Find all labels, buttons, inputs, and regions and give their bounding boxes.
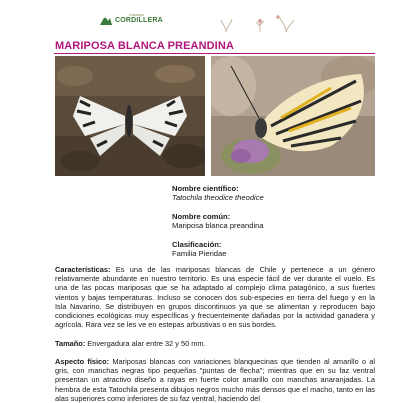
physical-text: Mariposas blancas con variaciones blanquecinas que tienden al amarillo o al gris, con manchas negras tipo pequeñas "puntas de flecha"; mientras que en su faz ventral presentan un atractivo diseño a rayas en fuerte color amarillo con manchas anaranjadas. La hembra de esta Tatochila presenta dibujos negros mucho más densos que el macho, tanto en las alas superiores como inferiores de su faz ventral, haciendo del [55,357,375,403]
characteristics-text: Es una de las mariposas blancas de Chile y pertenece a un género relativamente abundante en nuestro territorio. Es una especie fácil de ver durante el vuelo. Es una de las pocas mariposas que se ha adaptado al complejo clima patagónico, a sus fuertes vientos y bajas temperaturas. Incluso se conocen dos sub-especies en tierra del fuego y en la Isla Navarino. Se distribuyen en grupos discontinuos ya que se alimentan y reproducen bajo condiciones ecológicas muy específicas y frecuentemente dañadas por la actividad ganadera y agrícola. Rara vez se les ve en estepas arbustivas o en sus bordes. [55,265,375,330]
logo-small-text: Consejo [129,12,144,17]
scientific-name-value: Tatochila theodice theodice [172,193,264,203]
mountain-logo-icon [100,12,112,24]
common-name-label: Nombre común: [172,211,231,221]
common-name-value: Mariposa blanca preandina [172,221,264,231]
classification-label: Clasificación: [172,239,222,249]
characteristics-paragraph [55,265,375,329]
page-title: MARIPOSA BLANCA PREANDINA [55,40,234,52]
logo-big-text: CORDILLERA [115,17,163,24]
size-label: Tamaño: [55,339,86,348]
physical-label: Aspecto físico: [55,357,110,366]
butterfly-photo-ventral [211,56,375,176]
butterfly-photo-dorsal [55,56,205,176]
consejo-cordillera-logo [100,12,163,24]
size-text: Envergadura alar entre 32 y 50 mm. [85,339,206,348]
scientific-name-label: Nombre científico: [172,184,239,193]
physical-paragraph [55,357,375,403]
classification-value: Familia Pieridae [172,249,227,259]
title-divider [54,53,375,54]
characteristics-label: Características: [55,265,111,274]
header-bar [0,0,400,34]
decorative-plants-icon [220,14,300,32]
size-paragraph [55,339,375,348]
species-info [172,184,264,258]
